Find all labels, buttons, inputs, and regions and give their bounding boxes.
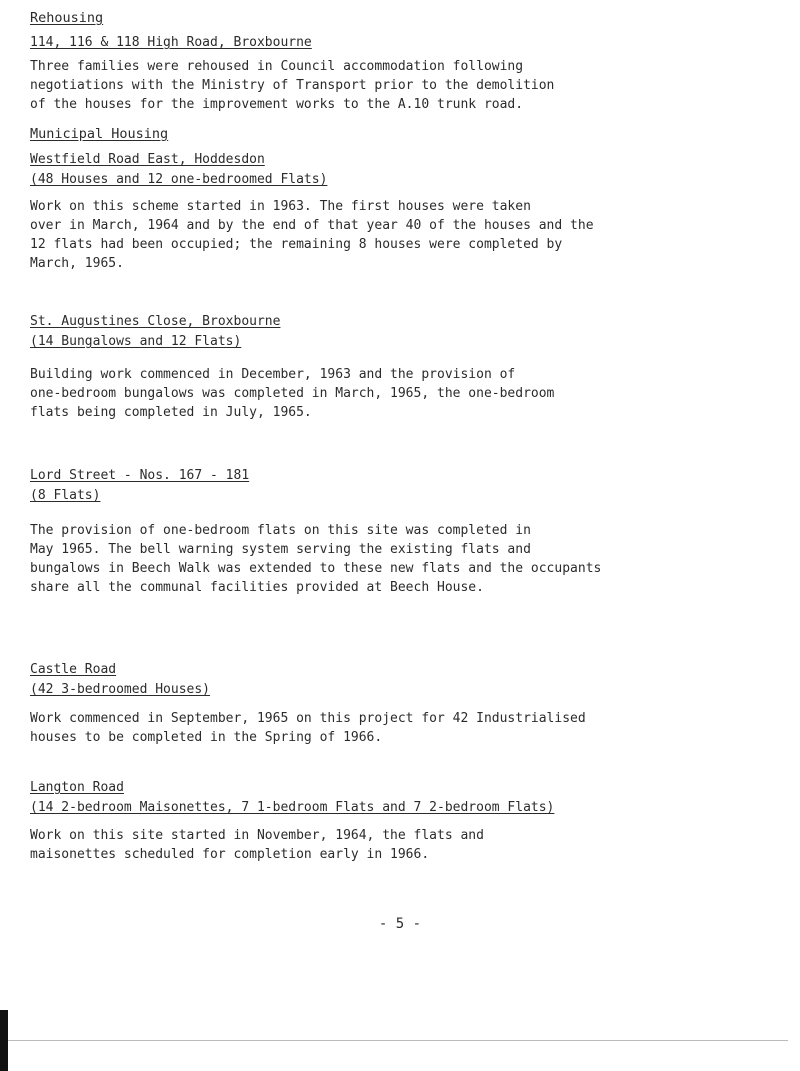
- scan-edge-line: [8, 1040, 788, 1041]
- section-paragraph: Three families were rehoused in Council accommodation following negotiations with the Ministry of Transport prior to the demolition of the houses for the improvement works to the A.10 trunk road.: [30, 59, 555, 112]
- section-castle-road: [30, 661, 780, 747]
- section-heading: Rehousing: [30, 10, 104, 26]
- section-subheading-detail: (8 Flats): [30, 488, 101, 503]
- section-subheading: Westfield Road East, Hoddesdon: [30, 152, 265, 167]
- section-paragraph: Work on this scheme started in 1963. The first houses were taken over in March, 1964 and by the end of that year 40 of the houses and the 12 flats had been occupied; the remaining 8 houses were completed by March, 1965.: [30, 199, 594, 271]
- section-subheading: Lord Street - Nos. 167 - 181: [30, 468, 250, 483]
- section-heading: Municipal Housing: [30, 126, 169, 142]
- section-langton-road: [30, 779, 780, 864]
- section-subheading-detail: (14 Bungalows and 12 Flats): [30, 334, 242, 349]
- section-paragraph: Work commenced in September, 1965 on this project for 42 Industrialised houses to be completed in the Spring of 1966.: [30, 711, 586, 745]
- page-number: - 5 -: [378, 916, 422, 932]
- section-subheading: Langton Road: [30, 780, 124, 795]
- section-st-augustines-close: [30, 313, 780, 422]
- section-paragraph: Building work commenced in December, 1963 and the provision of one-bedroom bungalows was completed in March, 1965, the one-bedroom flats being completed in July, 1965.: [30, 367, 555, 420]
- section-subheading-detail: (14 2-bedroom Maisonettes, 7 1-bedroom Flats and 7 2-bedroom Flats): [30, 800, 555, 815]
- section-paragraph: The provision of one-bedroom flats on this site was completed in May 1965. The bell warning system serving the existing flats and bungalows in Beech Walk was extended to these new flats and the occupants share all the communal facilities provided at Beech House.: [30, 523, 602, 595]
- scan-edge-mark: [0, 1010, 8, 1071]
- section-municipal-housing: [30, 126, 780, 273]
- section-subheading-detail: (42 3-bedroomed Houses): [30, 682, 211, 697]
- section-paragraph: Work on this site started in November, 1964, the flats and maisonettes scheduled for completion early in 1966.: [30, 828, 484, 862]
- section-subheading-detail: (48 Houses and 12 one-bedroomed Flats): [30, 172, 328, 187]
- section-subheading: 114, 116 & 118 High Road, Broxbourne: [30, 35, 312, 50]
- section-lord-street: [30, 467, 780, 597]
- section-subheading: St. Augustines Close, Broxbourne: [30, 314, 281, 329]
- section-rehousing: [30, 10, 780, 114]
- section-subheading: Castle Road: [30, 662, 117, 677]
